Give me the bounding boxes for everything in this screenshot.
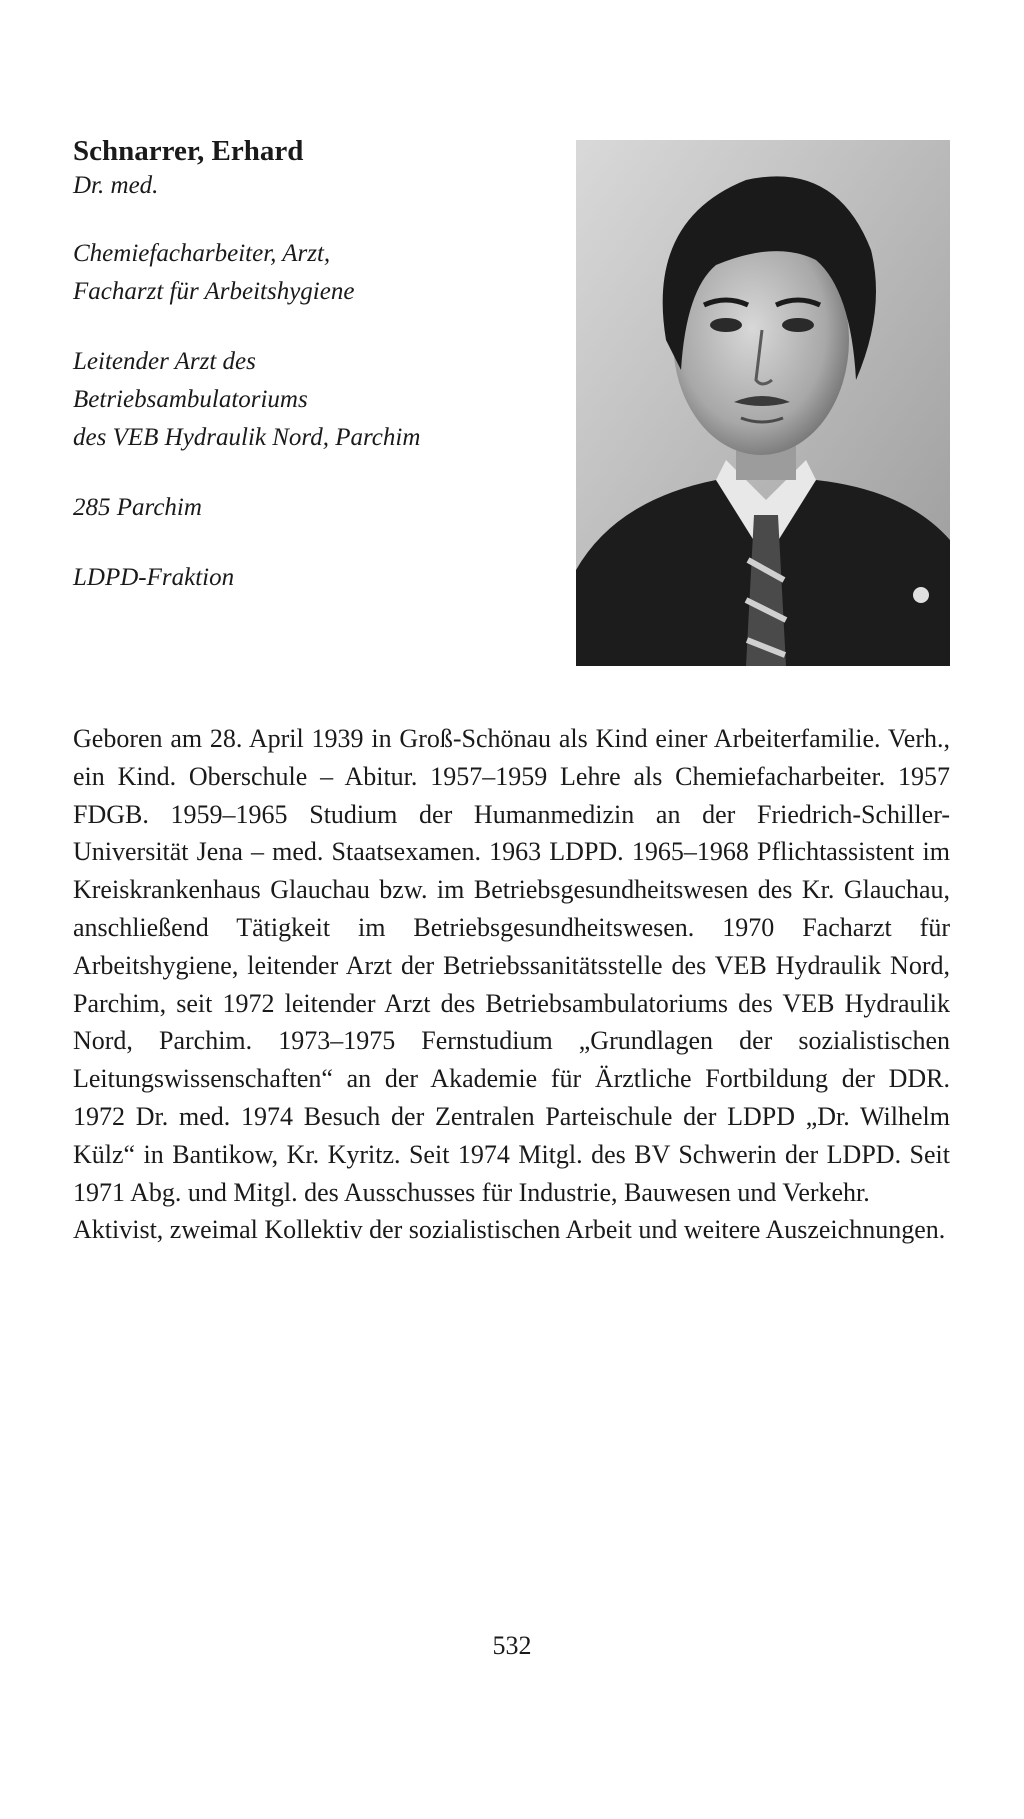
profession-block <box>73 235 543 311</box>
person-name: Schnarrer, Erhard <box>73 135 304 167</box>
biography <box>73 720 950 1249</box>
faction-block <box>73 559 543 597</box>
portrait-photo <box>576 140 950 666</box>
left-eye <box>710 318 742 332</box>
lapel-pin <box>913 587 929 603</box>
right-eye <box>782 318 814 332</box>
profession-line: Facharzt für Arbeitshygiene <box>73 278 355 305</box>
faction: LDPD-Fraktion <box>73 564 235 591</box>
awards-text: Aktivist, zweimal Kollektiv der sozialistischen Arbeit und weitere Auszeichnungen. <box>73 1215 946 1245</box>
portrait-illustration <box>576 140 950 666</box>
address-block <box>73 489 543 527</box>
biography-text: Geboren am 28. April 1939 in Groß-Schönau als Kind einer Arbeiterfamilie. Verh., ein Kind. Oberschule – Abitur. 1957–1959 Lehre als Chemiefacharbeiter. 1957 FDGB. 1959–1965 Studium der Humanmedizin an der Friedrich-Schiller-Universität Jena – med. Staatsexamen. 1963 LDPD. 1965–1968 Pflichtassistent im Kreiskrankenhaus Glauchau bzw. im Betriebsgesundheitswesen des Kr. Glauchau, anschließend Tätigkeit im Betriebsgesundheitswesen. 1970 Facharzt für Arbeitshygiene, leitender Arzt der Betriebssanitätsstelle des VEB Hydraulik Nord, Parchim, seit 1972 leitender Arzt des Betriebsambulatoriums des VEB Hydraulik Nord, Parchim. 1973–1975 Fernstudium „Grundlagen der sozialistischen Leitungswissenschaften“ an der Akademie für Ärztliche Fortbildung der DDR. 1972 Dr. med. 1974 Besuch der Zentralen Parteischule der LDPD „Dr. Wilhelm Külz“ in Bantikow, Kr. Kyritz. Seit 1974 Mitgl. des BV Schwerin der LDPD. Seit 1971 Abg. und Mitgl. des Ausschusses für Industrie, Bauwesen und Verkehr. <box>73 724 950 1207</box>
address: 285 Parchim <box>73 494 202 521</box>
page-number: 532 <box>492 1631 532 1660</box>
position-block <box>73 343 543 457</box>
position-line: Betriebsambulatoriums <box>73 386 308 413</box>
profession-line: Chemiefacharbeiter, Arzt, <box>73 240 331 267</box>
position-line: Leitender Arzt des <box>73 348 256 375</box>
academic-title: Dr. med. <box>73 172 159 199</box>
position-line: des VEB Hydraulik Nord, Parchim <box>73 424 421 451</box>
entry-header <box>73 133 543 597</box>
